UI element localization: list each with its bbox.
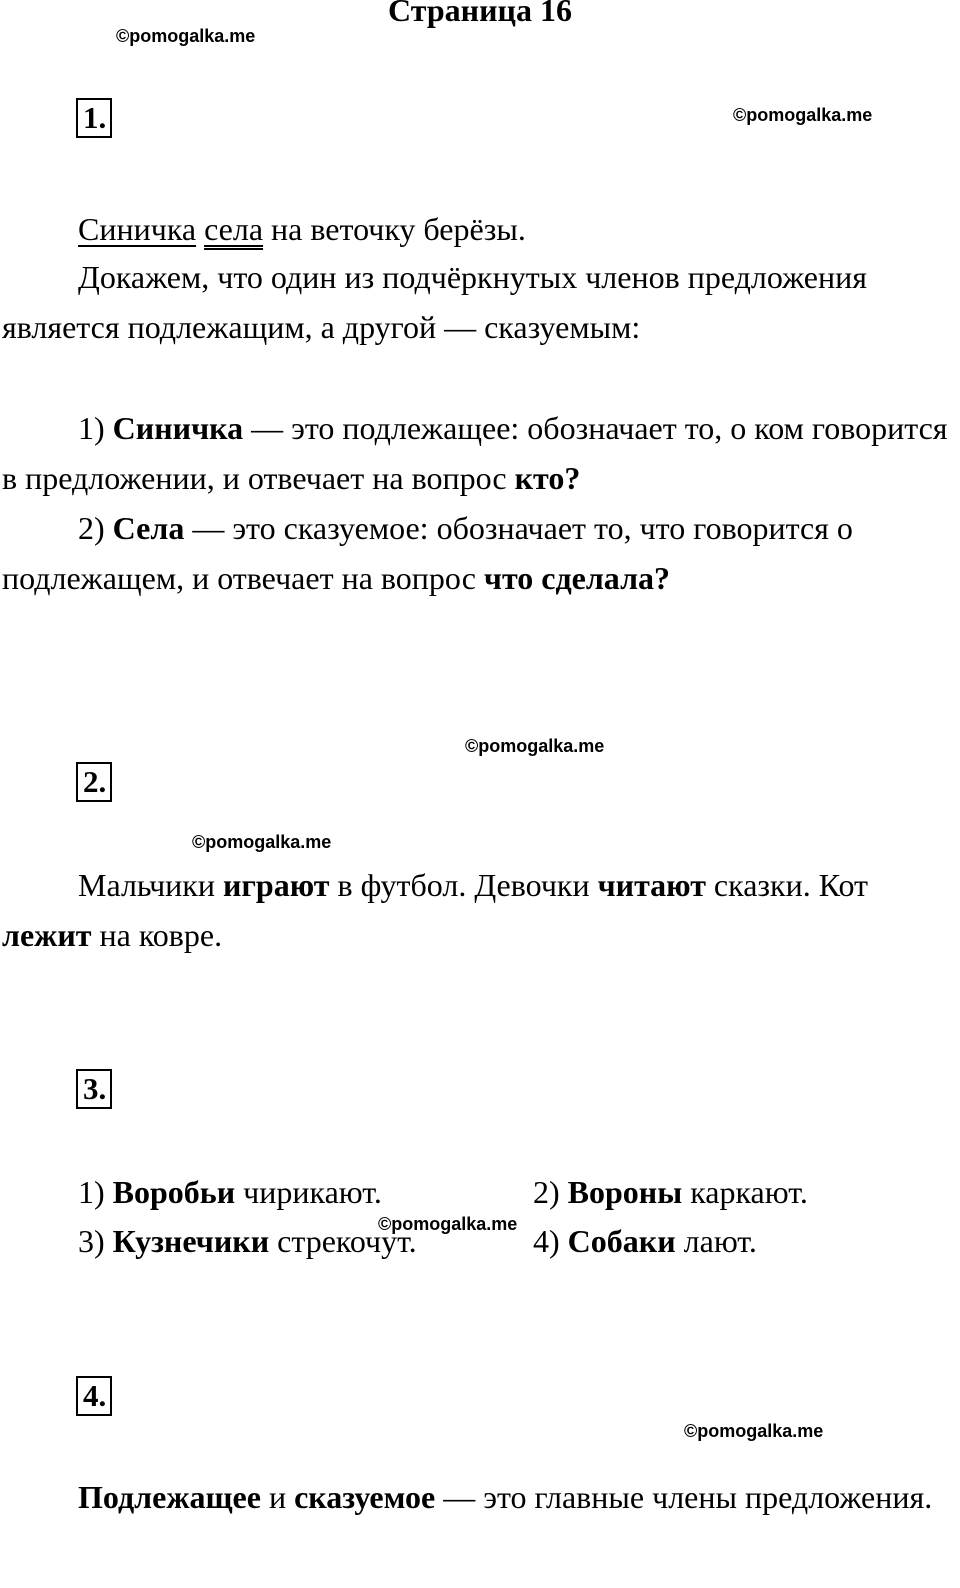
task1-point-2: 2) Села — это сказуемое: обозначает то, что говорится о подлежащем, и отвечает на вопрос что сделала? xyxy=(2,510,853,596)
task-number-2: 2. xyxy=(76,762,112,802)
watermark: ©pomogalka.me xyxy=(378,1214,518,1234)
task3-item-1: 1) Воробьи чирикают. xyxy=(78,1174,382,1210)
watermark: ©pomogalka.me xyxy=(116,26,256,46)
task3-item-2: 2) Вороны каркают. xyxy=(533,1174,808,1210)
watermark: ©pomogalka.me xyxy=(465,736,605,756)
task1-intro: Докажем, что один из подчёркнутых членов предложения является подлежащим, а другой — сказуемым: xyxy=(2,259,867,345)
task2-text: Мальчики играют в футбол. Девочки читают сказки. Кот лежит на ковре. xyxy=(2,867,869,953)
watermark: ©pomogalka.me xyxy=(684,1421,824,1441)
task3-item-3: 3) Кузнечики стрекочут. xyxy=(78,1223,417,1259)
subject-word: Синичка xyxy=(78,211,197,247)
page-title: Страница 16 xyxy=(388,0,572,28)
task4-text: Подлежащее и сказуемое — это главные члены предложения. xyxy=(78,1479,933,1515)
predicate-word: села xyxy=(204,211,264,247)
task-number-3: 3. xyxy=(76,1069,112,1109)
task-number-4: 4. xyxy=(76,1376,112,1416)
task1-point-1: 1) Синичка — это подлежащее: обозначает то, о ком говорится в предложении, и отвечает на вопрос кто? xyxy=(2,410,948,496)
task3-item-4: 4) Собаки лают. xyxy=(533,1223,757,1259)
task1-sentence: Синичка села на веточку берёзы. xyxy=(78,211,526,247)
task-number-1: 1. xyxy=(76,98,112,138)
watermark: ©pomogalka.me xyxy=(733,105,873,125)
watermark: ©pomogalka.me xyxy=(192,832,332,852)
